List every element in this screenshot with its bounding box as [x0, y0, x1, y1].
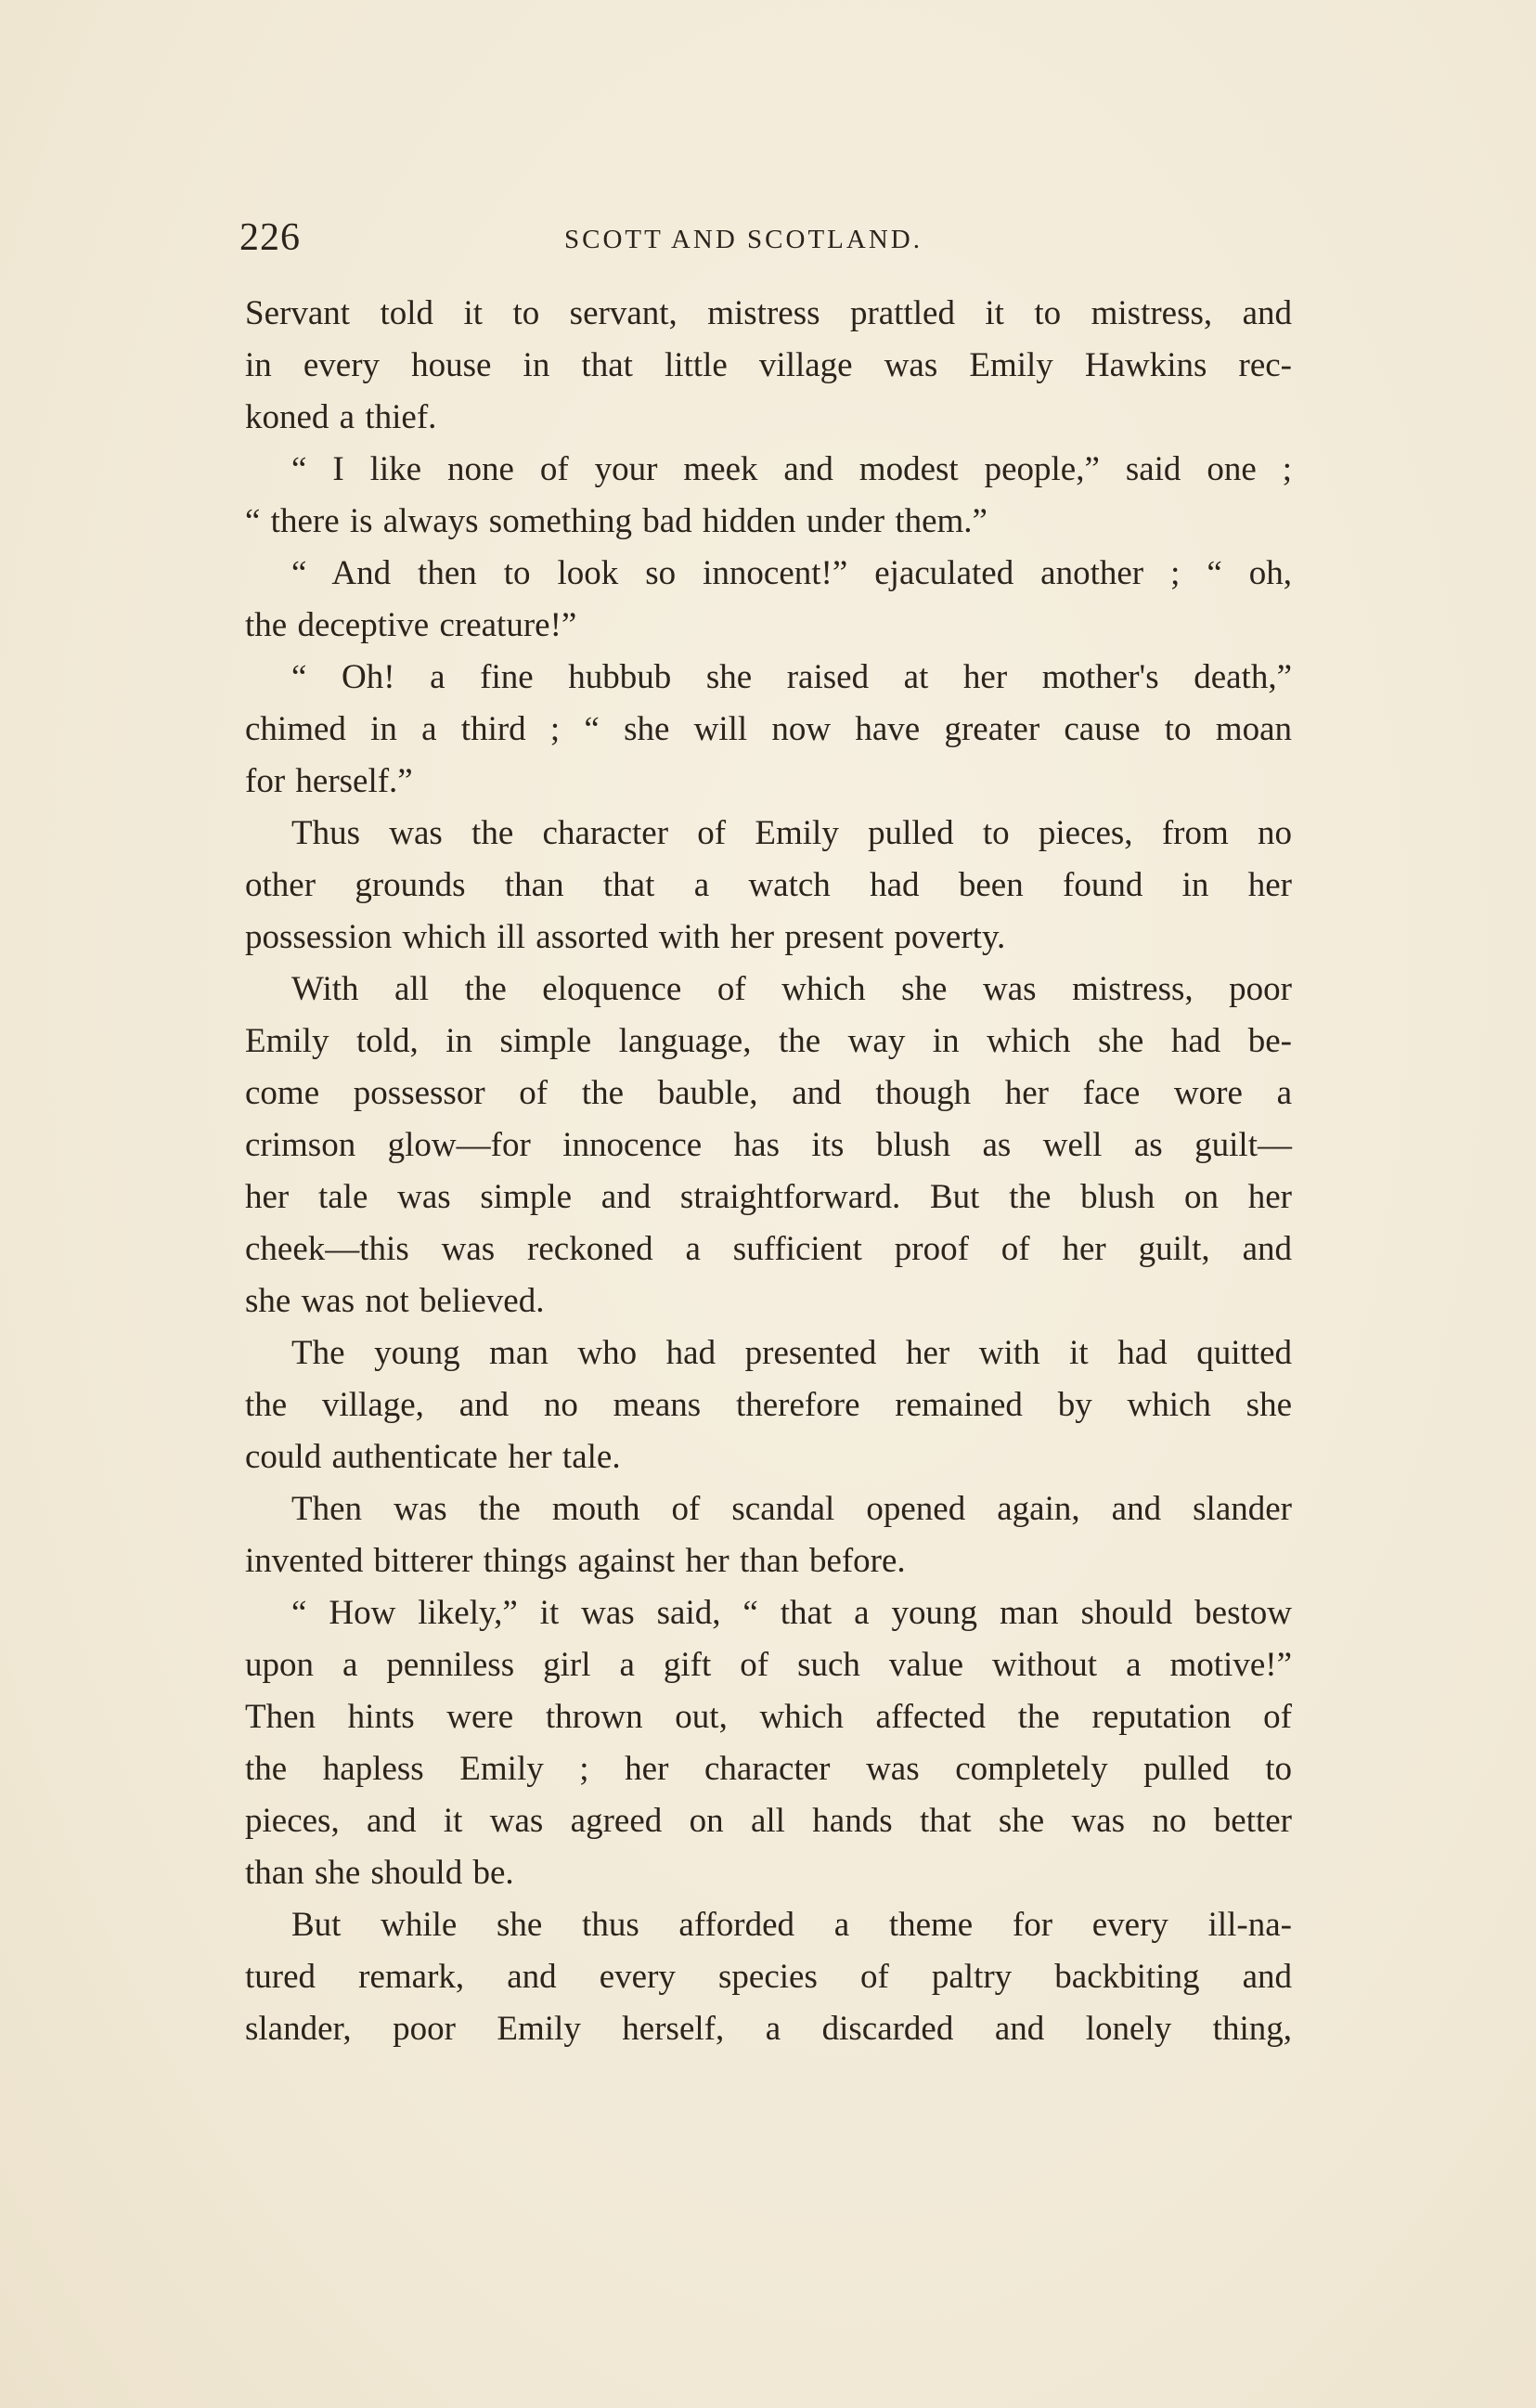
- text-line: “ there is always something bad hidden under them.”: [245, 502, 987, 540]
- text-line: crimson glow—for innocence has its blush as well as guilt—: [245, 1126, 1292, 1164]
- page-header: [239, 215, 1293, 271]
- text-line: Servant told it to servant, mistress prattled it to mistress, and: [245, 294, 1292, 332]
- text-line: in every house in that little village was Emily Hawkins rec-: [245, 346, 1292, 384]
- text-line: could authenticate her tale.: [245, 1438, 621, 1476]
- body-text: [245, 288, 1292, 2055]
- running-title: SCOTT AND SCOTLAND.: [564, 225, 923, 254]
- text-line: Thus was the character of Emily pulled to pieces, from no: [291, 814, 1292, 852]
- text-line: her tale was simple and straightforward. But the blush on her: [245, 1178, 1292, 1216]
- text-line: invented bitterer things against her than before.: [245, 1542, 906, 1580]
- text-line: she was not believed.: [245, 1282, 545, 1320]
- text-line: “ And then to look so innocent!” ejaculated another ; “ oh,: [291, 554, 1292, 592]
- text-line: But while she thus afforded a theme for every ill-na-: [291, 1906, 1292, 1944]
- text-line: possession which ill assorted with her present poverty.: [245, 918, 1006, 956]
- text-line: The young man who had presented her with it had quitted: [291, 1334, 1292, 1372]
- text-line: other grounds than that a watch had been found in her: [245, 866, 1292, 904]
- text-line: cheek—this was reckoned a sufficient proof of her guilt, and: [245, 1230, 1292, 1268]
- text-line: Then was the mouth of scandal opened again, and slander: [291, 1490, 1292, 1528]
- text-line: than she should be.: [245, 1854, 514, 1892]
- text-line: slander, poor Emily herself, a discarded and lonely thing,: [245, 2010, 1292, 2048]
- text-line: Then hints were thrown out, which affected the reputation of: [245, 1698, 1292, 1736]
- page-number: 226: [239, 216, 301, 259]
- text-line: pieces, and it was agreed on all hands that she was no better: [245, 1802, 1292, 1840]
- text-line: the village, and no means therefore remained by which she: [245, 1386, 1292, 1424]
- text-line: With all the eloquence of which she was mistress, poor: [291, 970, 1292, 1008]
- text-line: Emily told, in simple language, the way in which she had be-: [245, 1022, 1292, 1060]
- text-line: “ Oh! a fine hubbub she raised at her mother's death,”: [291, 658, 1292, 696]
- text-line: “ I like none of your meek and modest people,” said one ;: [291, 450, 1292, 488]
- text-line: for herself.”: [245, 762, 413, 800]
- text-line: chimed in a third ; “ she will now have greater cause to moan: [245, 710, 1292, 748]
- text-line: upon a penniless girl a gift of such value without a motive!”: [245, 1646, 1292, 1684]
- text-line: come possessor of the bauble, and though her face wore a: [245, 1074, 1292, 1112]
- text-line: koned a thief.: [245, 398, 437, 436]
- text-line: the deceptive creature!”: [245, 606, 577, 644]
- text-line: tured remark, and every species of paltry backbiting and: [245, 1958, 1292, 1996]
- text-line: the hapless Emily ; her character was completely pulled to: [245, 1750, 1292, 1788]
- text-line: “ How likely,” it was said, “ that a young man should bestow: [291, 1594, 1292, 1632]
